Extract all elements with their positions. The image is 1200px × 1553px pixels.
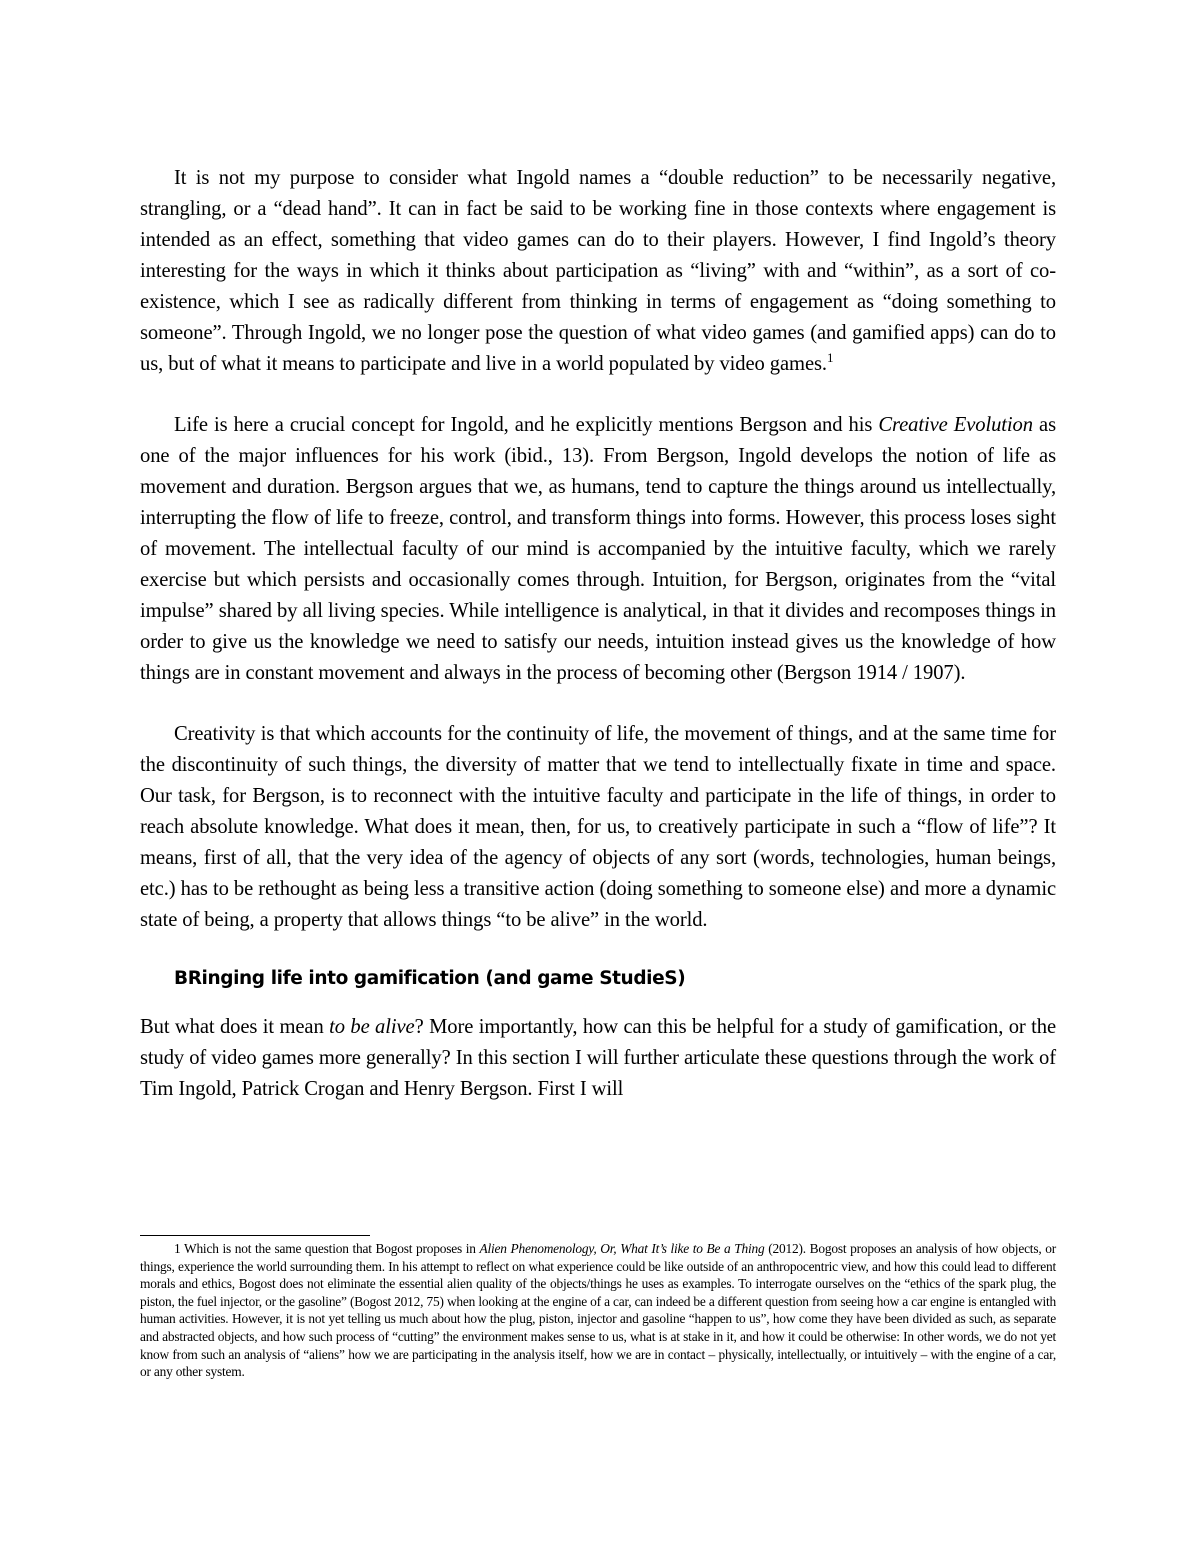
footnote-1 [140, 1240, 1056, 1381]
paragraph-4-text-start: But what does it mean [140, 1016, 330, 1038]
footnote-book-title: Alien Phenomenology, Or, What It’s like to Be a Thing [479, 1241, 765, 1256]
body-text [140, 163, 1056, 1105]
footnote-number: 1 [174, 1241, 181, 1256]
footnote-text-start: Which is not the same question that Bogost proposes in [180, 1241, 480, 1256]
paragraph-4 [140, 1012, 1056, 1105]
paragraph-3: Creativity is that which accounts for the continuity of life, the movement of things, and at the same time for the discontinuity of such things, the diversity of matter that we tend to intellectually fixate in time and space. Our task, for Bergson, is to reconnect with the intuitive faculty and participate in the life of things, in order to reach absolute knowledge. What does it mean, then, for us, to creatively participate in such a “flow of life”? It means, first of all, that the very idea of the agency of objects of any sort (words, technologies, human beings, etc.) has to be rethought as being less a transitive action (doing something to someone else) and more a dynamic state of being, a property that allows things “to be alive” in the world. [140, 723, 1056, 931]
paragraph-2 [140, 410, 1056, 689]
emphasis-to-be-alive: to be alive [329, 1016, 415, 1038]
book-title-creative-evolution: Creative Evolution [878, 414, 1033, 436]
paragraph-4-text-end: ? More importantly, how can this be helpful for a study of gamification, or the study of video games more generally? In this section I will further articulate these questions through the work of Tim Ingold, Patrick Crogan and Henry Bergson. First I will [140, 1016, 1056, 1100]
footnote-text-end: (2012). Bogost proposes an analysis of how objects, or things, experience the world surrounding them. In his attempt to reflect on what experience could be like outside of an anthropocentric view, and how this could lead to different morals and ethics, Bogost does not eliminate the essential alien quality of the objects/things he uses as examples. To interrogate ourselves on the “ethics of the spark plug, the piston, the fuel injector, or the gasoline” (Bogost 2012, 75) when looking at the engine of a car, can indeed be a different question from seeing how a car engine is entangled with human activities. However, it is not yet telling us much about how the plug, piston, injector and gasoline “happen to us”, how come they have been divided as such, as separate and abstracted objects, and how such process of “cutting” the environment makes sense to us, what is at stake in it, and how it could be otherwise: In other words, we do not yet know from such an analysis of “aliens” how we are participating in the analysis itself, how we are in contact – physically, intellectually, or intuitively – with the engine of a car, or any other system. [140, 1241, 1056, 1380]
paragraph-2-text-start: Life is here a crucial concept for Ingold, and he explicitly mentions Bergson and his [174, 414, 879, 436]
footnote-separator [140, 1235, 370, 1236]
paragraph-1-text: It is not my purpose to consider what Ingold names a “double reduction” to be necessarily negative, strangling, or a “dead hand”. It can in fact be said to be working fine in those contexts where engagement is intended as an effect, something that video games can do to their players. However, I find Ingold’s theory interesting for the ways in which it thinks about participation as “living” with and “within”, as a sort of co-existence, which I see as radically different from thinking in terms of engagement as “doing something to someone”. Through Ingold, we no longer pose the question of what video games (and gamified apps) can do to us, but of what it means to participate and live in a world populated by video games. [140, 167, 1056, 375]
section-heading: BRinging life into gamification (and game StudieS) [174, 968, 686, 989]
footnote-reference[interactable]: 1 [826, 350, 834, 366]
paragraph-1 [140, 163, 1056, 380]
paragraph-2-text-end: as one of the major influences for his work (ibid., 13). From Bergson, Ingold develops the notion of life as movement and duration. Bergson argues that we, as humans, tend to capture the things around us intellectually, interrupting the flow of life to freeze, control, and transform things into forms. However, this process loses sight of movement. The intellectual faculty of our mind is accompanied by the intuitive faculty, which we rarely exercise but which persists and occasionally comes through. Intuition, for Bergson, originates from the “vital impulse” shared by all living species. While intelligence is analytical, in that it divides and recomposes things in order to give us the knowledge we need to satisfy our needs, intuition instead gives us the knowledge of how things are in constant movement and always in the process of becoming other (Bergson 1914 / 1907). [140, 414, 1056, 684]
